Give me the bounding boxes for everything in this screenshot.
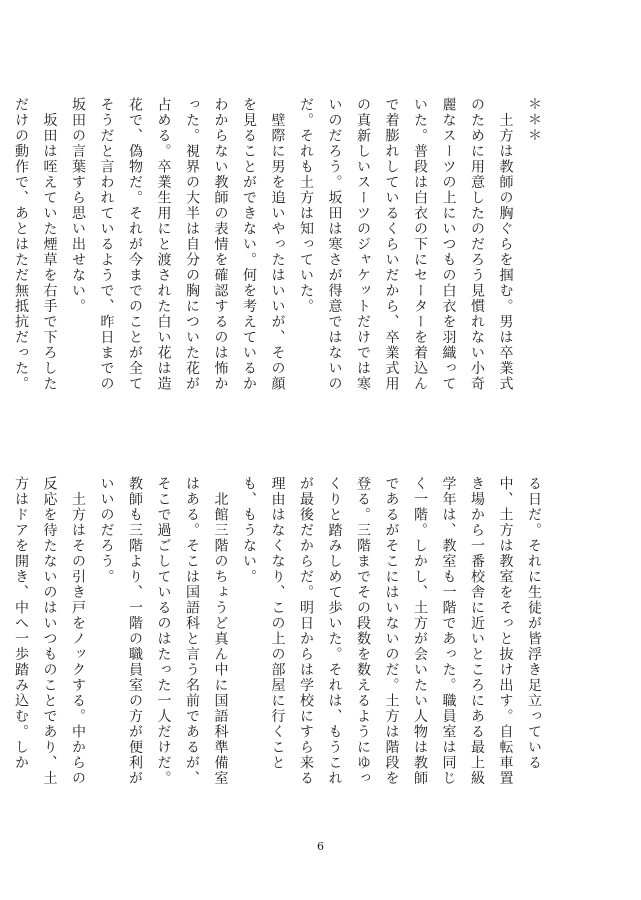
upper-text-block: ＊＊＊ 土方は教師の胸ぐらを掴む。男は卒業式のために用意したのだろう見慣れない小奇麗なスーツの上にいつもの白衣を羽織っていた。普段は白衣の下にセーターを着込んで着膨れしているくらいだから、卒業式用の真新しいスーツのジャケットだけでは寒いのだろう。坂田は寒さが得意ではないのだ。それも土方は知っていた。 壁際に男を追いやったはいいが、その顔を見ることができない。何を考えているかわからない教師の表情を確認するのは怖かった。視界の大半は自分の胸についた花が占める。卒業生用にと渡された白い花は造花で、偽物だ。それが今までのことが全てそうだと言われているようで、昨日までの坂田の言葉すら思い出せない。 坂田は咥えていた煙草を右手で下ろしただけの動作で、あとはただ無抵抗だった。 [13, 97, 542, 392]
lower-text-block: る日だ。それに生徒が皆浮き足立っている中、土方は教室をそっと抜け出す。自転車置き場から一番校舎に近いところにある最上級学年は、教室も一階であった。職員室は同じく一階。しかし、土方が会いたい人物は教師であるがそこにはいないのだ。土方は階段を登る。三階までその段数を数えるようにゆっくりと踏みしめて歩いた。それは、もうこれが最後だからだ。明日からは学校にすら来る理由はなくなり、この上の部屋に行くことも、もうない。 北館三階のちょうど真ん中に国語科準備室はある。そこは国語科と言う名前であるが、そこで過ごしているのはたった一人だけだ。教師も三階より、一階の職員室の方が便利がいいのだろう。 土方はその引き戸をノックする。中からの反応を待たないのはいつものことであり、土方はドアを開き、中へ一歩踏み込む。しか [13, 476, 542, 786]
page-number: 6 [317, 840, 324, 853]
